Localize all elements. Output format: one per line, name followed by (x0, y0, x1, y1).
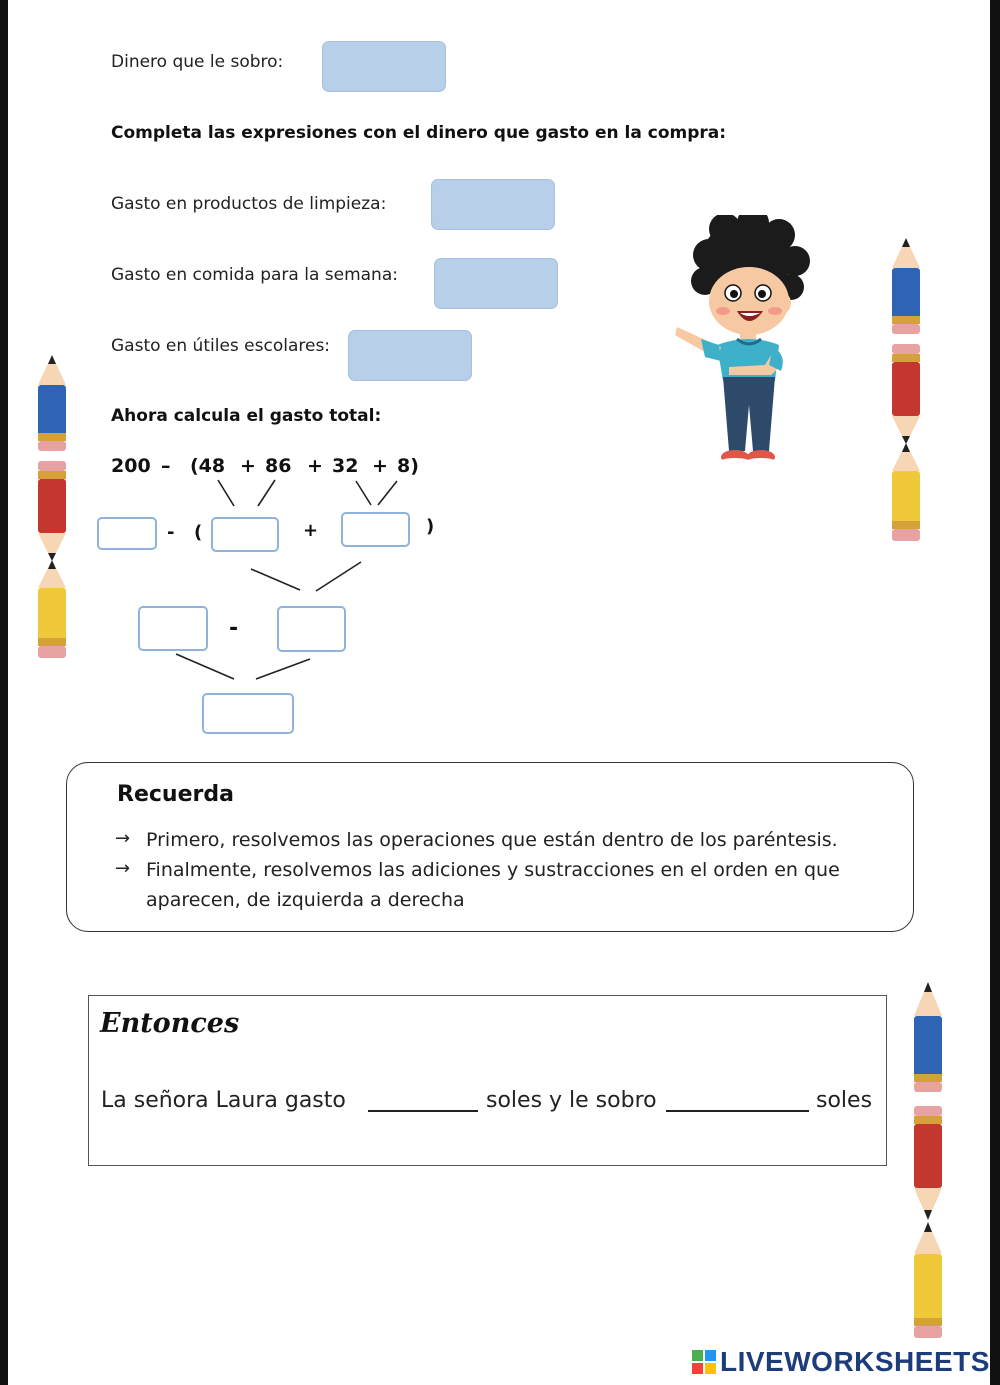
pencil-yellow-icon (892, 443, 920, 541)
expr-8: 8) (397, 455, 419, 477)
tree-box-total-sum[interactable] (277, 606, 346, 652)
tree-box-result[interactable] (202, 693, 294, 734)
pencil-red-icon (914, 1106, 942, 1220)
pencil-yellow-icon (38, 560, 66, 658)
completa-heading: Completa las expresiones con el dinero que gasto en la compra: (111, 123, 727, 143)
pencil-red-icon (892, 344, 920, 444)
expr-plus-1: + (240, 455, 256, 477)
pencil-yellow-icon (914, 1222, 942, 1338)
liveworksheets-logo-icon (692, 1350, 716, 1374)
expr-86: 86 (265, 455, 292, 477)
blank-sobro[interactable] (666, 1110, 809, 1112)
expr-32: 32 (332, 455, 359, 477)
gasto-limpieza-label: Gasto en productos de limpieza: (111, 194, 387, 214)
tree-minus-1: - (167, 522, 175, 543)
sentence-part-3: soles (816, 1088, 873, 1113)
rule-2-line-1: Finalmente, resolvemos las adiciones y sustracciones en el orden en que (146, 859, 840, 881)
rule-1: Primero, resolvemos las operaciones que están dentro de los paréntesis. (146, 829, 838, 851)
tree-minus-2: - (229, 616, 239, 641)
brand-name: LIVEWORKSHEETS (720, 1346, 990, 1377)
tree-box-200[interactable] (97, 517, 157, 550)
pencil-blue-icon (38, 355, 66, 451)
tree-box-sum-1[interactable] (211, 517, 279, 552)
expr-plus-2: + (307, 455, 323, 477)
dinero-sobro-label: Dinero que le sobro: (111, 52, 284, 72)
expr-200: 200 (111, 455, 151, 477)
rule-2-line-2: aparecen, de izquierda a derecha (146, 889, 465, 911)
tree-plus: + (303, 520, 319, 541)
recuerda-title: Recuerda (117, 782, 234, 807)
tree-close-paren: ) (426, 516, 435, 537)
pencil-red-icon (38, 461, 66, 561)
expr-48: (48 (190, 455, 226, 477)
pencil-stack-right-bottom (906, 982, 950, 1342)
tree-box-200-b[interactable] (138, 606, 208, 651)
boy-illustration (665, 215, 825, 471)
arrow-icon: → (115, 828, 131, 849)
tree-open-paren: ( (194, 522, 203, 543)
expr-minus: – (161, 455, 171, 477)
gasto-comida-label: Gasto en comida para la semana: (111, 265, 398, 285)
ahora-calcula-heading: Ahora calcula el gasto total: (111, 406, 382, 426)
arrow-icon: → (115, 858, 131, 879)
sentence-part-1: La señora Laura gasto (101, 1088, 346, 1113)
pencil-stack-left (30, 355, 74, 665)
expr-plus-3: + (372, 455, 388, 477)
pencil-blue-icon (914, 982, 942, 1092)
sentence-part-2: soles y le sobro (486, 1088, 657, 1113)
gasto-utiles-label: Gasto en útiles escolares: (111, 336, 331, 356)
entonces-title: Entonces (100, 1008, 240, 1039)
pencil-stack-right-top (884, 238, 928, 548)
blank-gasto[interactable] (368, 1110, 478, 1112)
tree-box-sum-2[interactable] (341, 512, 410, 547)
pencil-blue-icon (892, 238, 920, 334)
